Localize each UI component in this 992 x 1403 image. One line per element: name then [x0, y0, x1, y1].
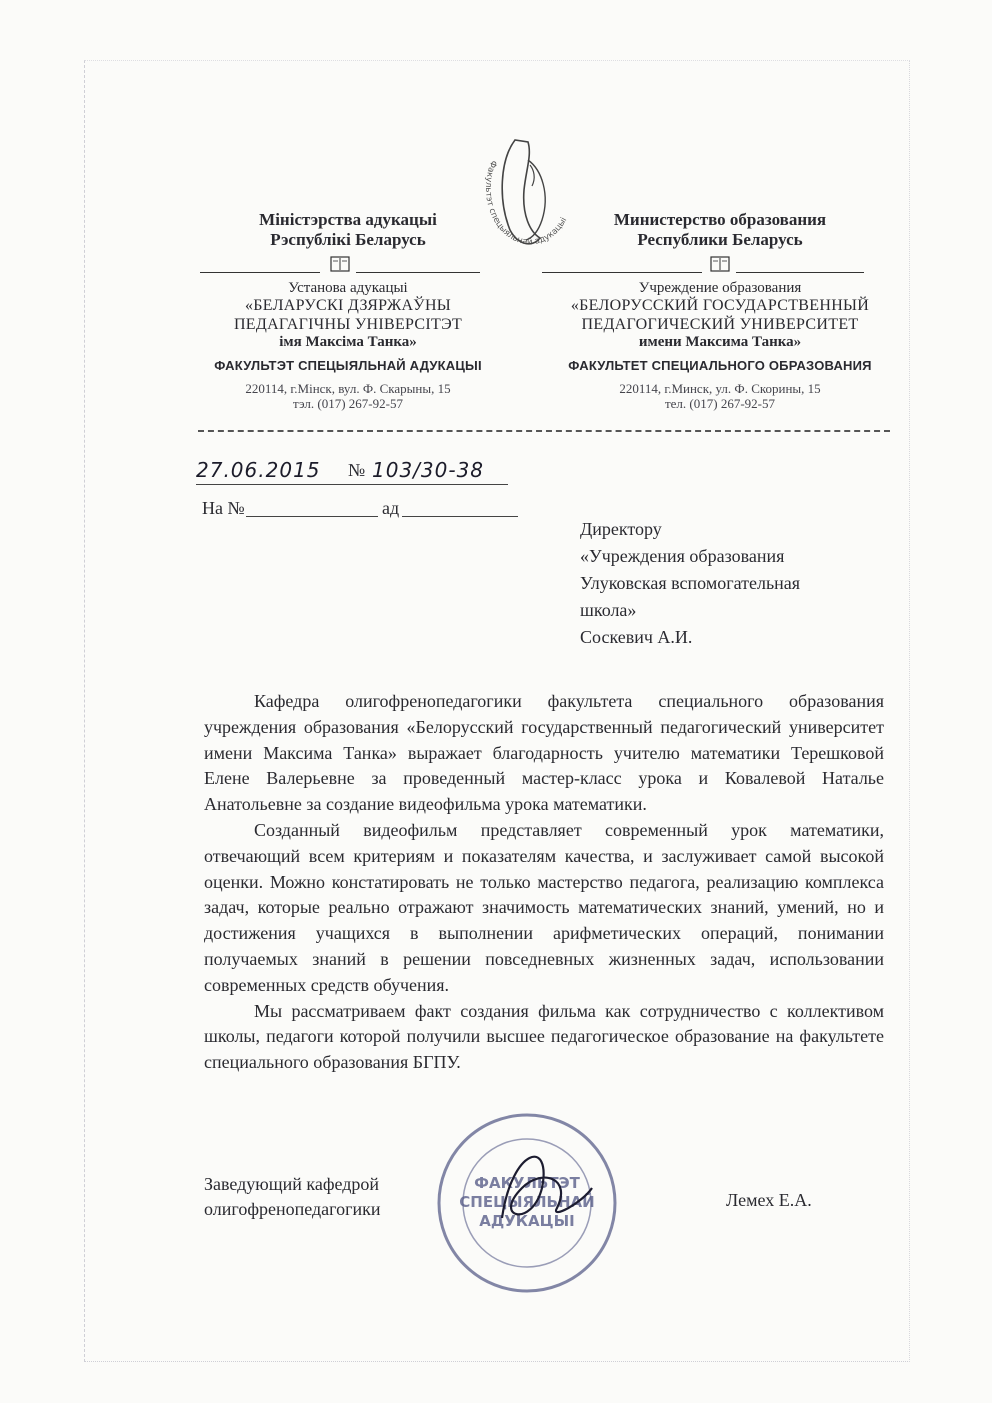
rule-right-a [542, 272, 702, 273]
ministry-right-line1: Министерство образования [613, 210, 827, 229]
faculty-right: ФАКУЛЬТЕТ СПЕЦИАЛЬНОГО ОБРАЗОВАНИЯ [568, 358, 872, 374]
inst-name-left-2: ПЕДАГАГІЧНЫ УНІВЕРСІТЭТ [233, 315, 463, 333]
reply-date-line [402, 516, 518, 517]
number-label: № [348, 460, 366, 480]
body-paragraph-2: Созданный видеофильм представляет современный урок математики, отвечающий всем критериям и показателям качества, и заслуживает самой высокой оценки. Можно констатировать не только мастерство педагога, реализацию комплекса задач, которые реально отражают значимость математических знаний, умений, но и достижения учащихся в выполнении арифметических операций, понимании получаемых знаний в решении повседневных жизненных задач, использовании современных средств обучения. [204, 819, 884, 995]
reply-label: На № [202, 498, 245, 518]
ministry-left-line1: Міністэрства адукацыі [259, 210, 437, 229]
inst-type-right: Учреждение образования [638, 280, 802, 296]
inst-type-left: Установа адукацыі [288, 280, 408, 296]
official-stamp [432, 1108, 622, 1298]
phone-left: тэл. (017) 267-92-57 [293, 396, 403, 412]
phone-right: тел. (017) 267-92-57 [664, 396, 775, 412]
reply-number-line [246, 516, 378, 517]
ministry-left-line2: Рэспублікі Беларусь [270, 229, 426, 249]
rule-left-a [200, 272, 320, 273]
institution-left [198, 280, 498, 412]
date-underline [196, 484, 508, 485]
logo-arc-text: Факультэт спецыяльнай адукацыі [482, 158, 570, 248]
stamp-center-line3: АДУКАЦЫІ [479, 1212, 575, 1230]
body-paragraph-3: Мы рассматриваем факт создания фильма как сотрудничество с коллективом школы, педагоги которой получили высшее педагогическое образование на факультете специального образования БГПУ. [204, 1000, 884, 1073]
header-left [198, 210, 498, 249]
addressee-line4: школа» [580, 600, 637, 620]
header-right [570, 210, 870, 249]
address-left: 220114, г.Мінск, вул. Ф. Скарыны, 15 [245, 381, 451, 397]
stamp-center-line2: СПЕЦЫЯЛЬНАЙ [459, 1193, 595, 1211]
signatory-position [204, 1172, 380, 1222]
address-right: 220114, г.Минск, ул. Ф. Скорины, 15 [619, 381, 821, 397]
addressee-block [580, 516, 800, 651]
inst-name-right-3: имени Максима Танка» [638, 334, 802, 351]
signatory-name: Лемех Е.А. [726, 1190, 812, 1210]
body-paragraph-1: Кафедра олигофренопедагогики факультета специального образования учреждения образования «Белорусский государственный педагогический университет имени Максима Танка» выражает благодарность учителю математики Терешковой Елене Валерьевне за проведенный мастер-класс урока и Ковалевой Наталье Анатольевне за создание видеофильма урока математики. [204, 691, 884, 815]
reply-from-label: ад [382, 498, 400, 518]
signatory-position-line2: олигофренопедагогики [204, 1199, 381, 1219]
letter-number: 103/30-38 [372, 458, 485, 482]
institution-right [550, 280, 890, 412]
letter-date: 27.06.2015 [196, 458, 321, 482]
inst-name-left-3: імя Максіма Танка» [279, 334, 417, 351]
letter-body [204, 689, 884, 1076]
inst-name-right-1: «БЕЛОРУССКИЙ ГОСУДАРСТВЕННЫЙ [570, 297, 870, 315]
addressee-line5: Соскевич А.И. [580, 627, 693, 647]
addressee-line2: «Учреждения образования [580, 546, 785, 566]
inst-name-left-1: «БЕЛАРУСКІ ДЗЯРЖАЎНЫ [244, 297, 452, 315]
signatory-position-line1: Заведующий кафедрой [204, 1174, 380, 1194]
inst-name-right-2: ПЕДАГОГИЧЕСКИЙ УНИВЕРСИТЕТ [581, 315, 859, 333]
book-icon [710, 256, 730, 272]
rule-right-b [736, 272, 864, 273]
addressee-line3: Улуковская вспомогательная [580, 573, 801, 593]
faculty-left: ФАКУЛЬТЭТ СПЕЦЫЯЛЬНАЙ АДУКАЦЫІ [214, 358, 482, 374]
addressee-line1: Директору [580, 519, 662, 539]
book-icon [330, 256, 350, 272]
header-separator [198, 430, 890, 432]
rule-left-b [356, 272, 480, 273]
stamp-center-line1: ФАКУЛЬТЭТ [474, 1174, 580, 1192]
ministry-right-line2: Республики Беларусь [637, 229, 803, 249]
